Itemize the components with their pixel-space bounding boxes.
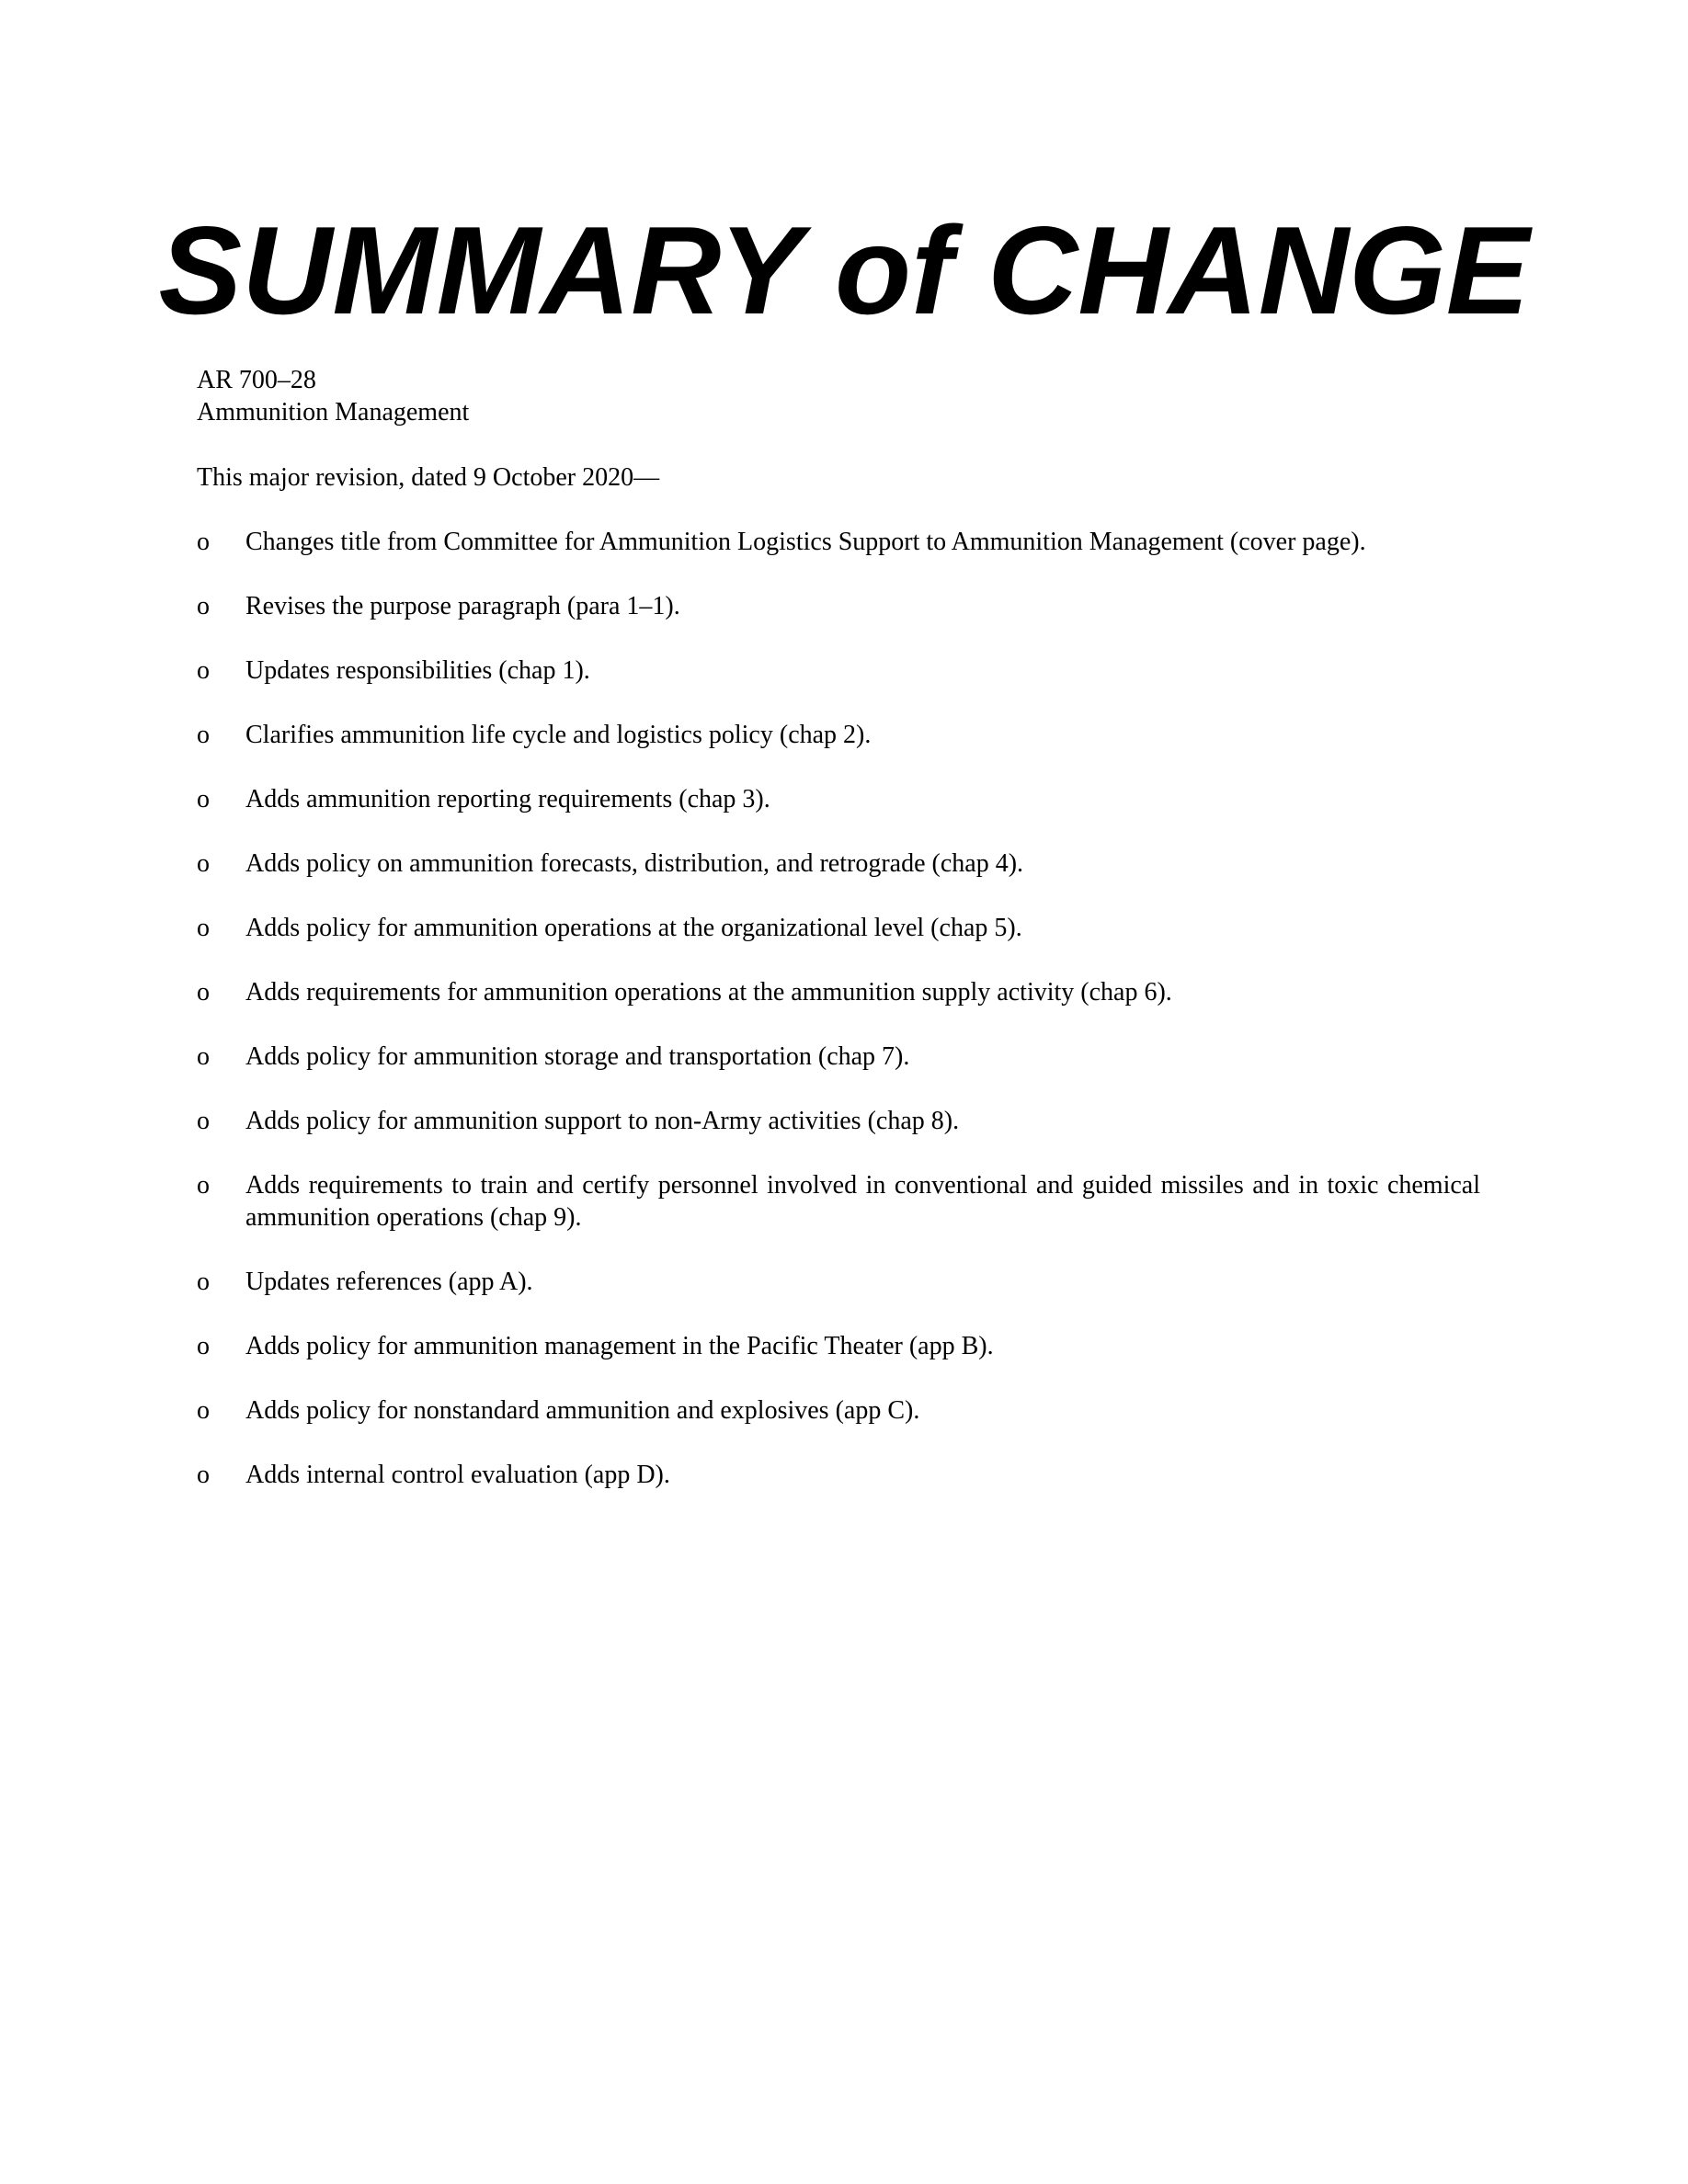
list-item bbox=[197, 1330, 1480, 1362]
list-item bbox=[197, 1169, 1480, 1234]
list-item bbox=[197, 1105, 1480, 1137]
list-item bbox=[197, 1266, 1480, 1298]
bullet-marker: o bbox=[197, 1268, 210, 1296]
list-item bbox=[197, 847, 1480, 880]
change-text: Revises the purpose paragraph (para 1–1). bbox=[245, 592, 680, 620]
change-text: Adds policy for ammunition support to non-Army activities (chap 8). bbox=[245, 1107, 960, 1135]
page-title: SUMMARY of CHANGE bbox=[158, 200, 1530, 340]
change-text: Clarifies ammunition life cycle and logistics policy (chap 2). bbox=[245, 721, 872, 749]
change-text: Adds policy for ammunition operations at the organizational level (chap 5). bbox=[245, 914, 1022, 942]
bullet-marker: o bbox=[197, 592, 210, 620]
bullet-marker: o bbox=[197, 1332, 210, 1360]
list-item bbox=[197, 912, 1480, 944]
list-item bbox=[197, 526, 1480, 558]
bullet-marker: o bbox=[197, 849, 210, 878]
bullet-marker: o bbox=[197, 978, 210, 1007]
list-item bbox=[197, 719, 1480, 751]
change-text: Changes title from Committee for Ammunition Logistics Support to Ammunition Management (cover page). bbox=[245, 528, 1366, 556]
bullet-marker: o bbox=[197, 1461, 210, 1489]
list-item bbox=[197, 1459, 1480, 1491]
document-name: Ammunition Management bbox=[197, 398, 470, 427]
bullet-marker: o bbox=[197, 1107, 210, 1135]
list-item bbox=[197, 976, 1480, 1008]
bullet-marker: o bbox=[197, 656, 210, 685]
bullet-marker: o bbox=[197, 1042, 210, 1071]
change-text: Adds requirements for ammunition operations at the ammunition supply activity (chap 6). bbox=[245, 978, 1172, 1007]
document-number: AR 700–28 bbox=[197, 366, 316, 394]
change-text: Updates responsibilities (chap 1). bbox=[245, 656, 590, 685]
bullet-marker: o bbox=[197, 1171, 210, 1200]
document-identifier bbox=[197, 364, 469, 428]
change-text: Adds requirements to train and certify personnel involved in conventional and guided missiles and in toxic chemical ammunition operations (chap 9). bbox=[245, 1171, 1480, 1232]
change-text: Adds internal control evaluation (app D). bbox=[245, 1461, 670, 1489]
change-text: Adds policy on ammunition forecasts, distribution, and retrograde (chap 4). bbox=[245, 849, 1024, 878]
change-text: Adds policy for nonstandard ammunition and explosives (app C). bbox=[245, 1396, 920, 1425]
bullet-marker: o bbox=[197, 914, 210, 942]
bullet-marker: o bbox=[197, 721, 210, 749]
changes-list bbox=[197, 526, 1480, 1523]
change-text: Adds policy for ammunition management in the Pacific Theater (app B). bbox=[245, 1332, 994, 1360]
bullet-marker: o bbox=[197, 785, 210, 813]
list-item bbox=[197, 783, 1480, 815]
list-item bbox=[197, 1394, 1480, 1427]
list-item bbox=[197, 654, 1480, 687]
change-text: Updates references (app A). bbox=[245, 1268, 533, 1296]
revision-intro: This major revision, dated 9 October 2020— bbox=[197, 463, 660, 492]
list-item bbox=[197, 1041, 1480, 1073]
change-text: Adds policy for ammunition storage and transportation (chap 7). bbox=[245, 1042, 910, 1071]
bullet-marker: o bbox=[197, 1396, 210, 1425]
list-item bbox=[197, 590, 1480, 622]
bullet-marker: o bbox=[197, 528, 210, 556]
change-text: Adds ammunition reporting requirements (chap 3). bbox=[245, 785, 770, 813]
